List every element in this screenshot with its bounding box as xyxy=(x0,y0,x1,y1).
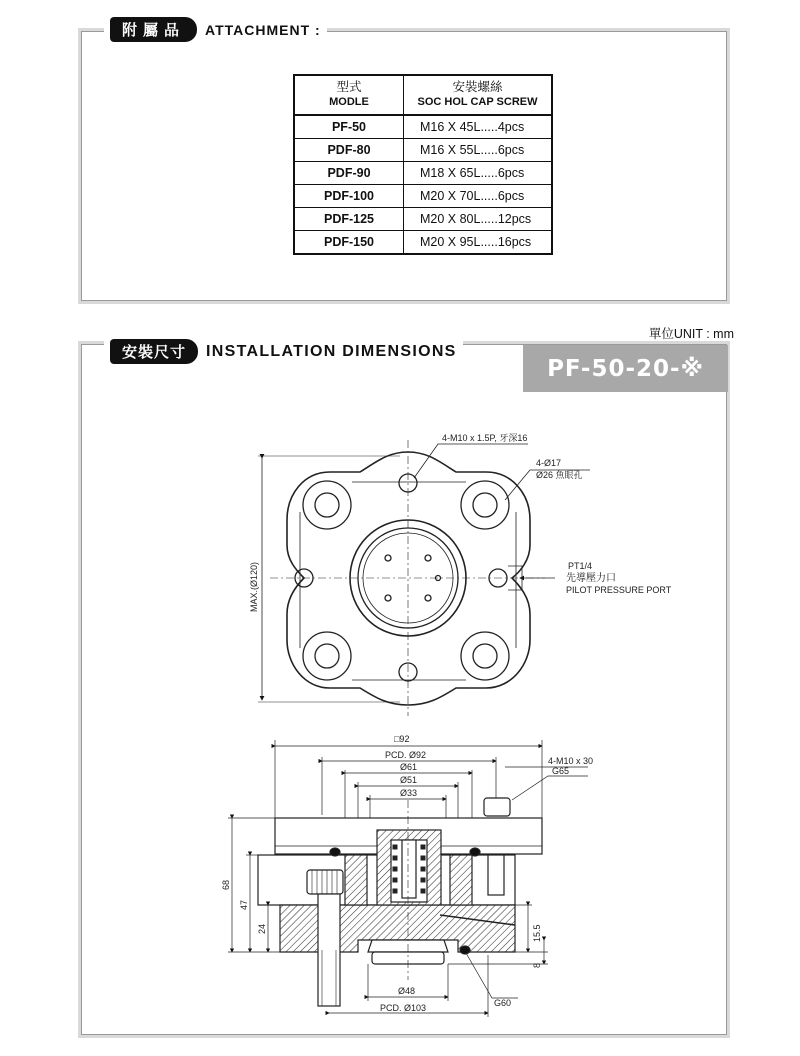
h15-label: 15.5 xyxy=(532,924,542,942)
pcd103-label: PCD. Ø103 xyxy=(380,1003,427,1013)
header-model-en: MODLE xyxy=(329,96,369,108)
h47-label: 47 xyxy=(239,899,249,910)
screw-cell: M20 X 70L.....6pcs xyxy=(404,185,553,208)
installation-title-cn: 安裝尺寸 xyxy=(110,339,198,364)
screw-cell: M20 X 80L.....12pcs xyxy=(404,208,553,231)
square-label: □92 xyxy=(394,734,410,744)
h8-label: 8 xyxy=(532,962,542,968)
d33-label: Ø33 xyxy=(400,788,418,798)
screw-cell: M16 X 45L.....4pcs xyxy=(404,115,553,139)
screw-cell: M18 X 65L.....6pcs xyxy=(404,162,553,185)
model-cell: PDF-90 xyxy=(294,162,404,185)
model-cell: PDF-150 xyxy=(294,231,404,255)
pilot-label-1: PT1/4 xyxy=(568,561,593,571)
h24-label: 24 xyxy=(257,923,267,934)
d51-label: Ø51 xyxy=(400,775,418,785)
d48-label: Ø48 xyxy=(398,986,416,996)
pilot-label-3: PILOT PRESSURE PORT xyxy=(566,585,672,595)
g65-label: G65 xyxy=(552,766,570,776)
max-dia-label: MAX.(Ø120) xyxy=(249,561,259,612)
model-box: PF-50-20-※ xyxy=(523,345,728,392)
model-cell: PDF-125 xyxy=(294,208,404,231)
h68-label: 68 xyxy=(221,879,231,890)
screw-m10-label: 4-M10 x 30 xyxy=(548,756,594,766)
model-cell: PDF-100 xyxy=(294,185,404,208)
pilot-label-2: 先導壓力口 xyxy=(566,573,616,584)
d61-label: Ø61 xyxy=(400,762,418,772)
header-screw-cn: 安裝螺絲 xyxy=(452,80,503,94)
attachment-title-cn: 附屬品 xyxy=(110,17,197,42)
model-cell: PDF-80 xyxy=(294,139,404,162)
installation-title-en: INSTALLATION DIMENSIONS xyxy=(206,342,457,360)
model-cell: PF-50 xyxy=(294,115,404,139)
pcd92-label: PCD. Ø92 xyxy=(385,750,427,760)
screw-cell: M16 X 55L.....6pcs xyxy=(404,139,553,162)
g60-label: G60 xyxy=(494,998,512,1008)
bolt-holes-label-2: Ø26 魚眼孔 xyxy=(536,470,583,480)
tap-holes-label: 4-M10 x 1.5P, 牙深16 xyxy=(442,433,528,443)
header-model-cn: 型式 xyxy=(336,80,362,94)
bolt-holes-label-1: 4-Ø17 xyxy=(536,458,562,468)
unit-label: 單位UNIT : mm xyxy=(648,327,734,341)
header-screw-en: SOC HOL CAP SCREW xyxy=(417,96,538,108)
screw-cell: M20 X 95L.....16pcs xyxy=(420,235,532,249)
attachment-title-en: ATTACHMENT : xyxy=(205,21,321,38)
